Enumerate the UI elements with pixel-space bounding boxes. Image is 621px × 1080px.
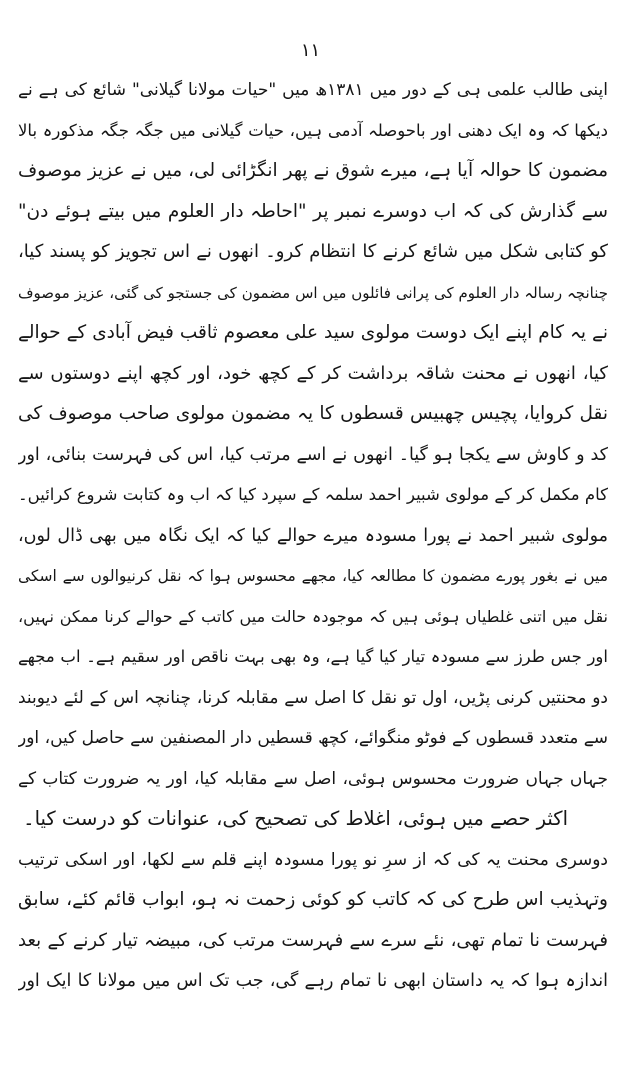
text-line: نقل میں اتنی غلطیاں ہوئی ہیں کہ موجودہ حالت میں کاتب کے حوالے کرنا ممکن نہیں،	[18, 606, 608, 626]
text-line: اور جس طرز سے مسودہ تیار کیا گیا ہے، وہ بھی بہت ناقص اور سقیم ہے۔ اب مجھے	[18, 647, 608, 666]
text-line: جہاں جہاں ضرورت محسوس ہوئی، اصل سے مقابلہ کیا، اور یہ ضرورت کتاب کے	[18, 768, 608, 789]
text-line: میں نے بغور پورے مضمون کا مطالعہ کیا، مجھے محسوس ہوا کہ نقل کرنیوالوں سے اسکی	[18, 567, 608, 585]
text-line: فہرست نا تمام تھی، نئے سرے سے فہرست مرتب کی، مبیضہ تیار کرنے کے بعد	[18, 929, 608, 951]
text-line: نے یہ کام اپنے ایک دوست مولوی سید علی معصوم ثاقب فیض آبادی کے حوالے	[18, 322, 608, 343]
text-line: کد و کاوش سے یکجا ہو گیا۔ انھوں نے اسے مرتب کیا، اس کی فہرست بنائی، اور	[18, 444, 608, 465]
text-line: اکثر حصے میں ہوئی، اغلاط کی تصحیح کی، عنوانات کو درست کیا۔	[23, 807, 568, 830]
text-line: سے متعدد قسطوں کے فوٹو منگوائے، کچھ قسطیں دار المصنفین سے حاصل کیں، اور	[18, 728, 608, 748]
text-line: دوسری محنت یہ کی کہ از سرِ نو پورا مسودہ اپنے قلم سے لکھا، اور اسکی ترتیب	[18, 849, 608, 870]
text-line: مضمون کا حوالہ آیا ہے، میرے شوق نے پھر انگڑائی لی، میں نے عزیز موصوف	[18, 160, 608, 181]
text-line: سے گذارش کی کہ اب دوسرے نمبر پر "احاطہ دار العلوم میں بیتے ہوئے دن"	[18, 200, 608, 222]
text-line: کو کتابی شکل میں شائع کرنے کا انتظام کرو۔ انھوں نے اس تجویز کو پسند کیا،	[18, 241, 608, 262]
text-line: کام مکمل کر کے مولوی شبیر احمد سلمہ کے سپرد کیا کہ اب وہ کتابت شروع کرائیں۔	[18, 485, 608, 504]
text-line: اندازہ ہوا کہ یہ داستان ابھی نا تمام رہے گی، جب تک اس میں مولانا کا ایک اور	[18, 971, 608, 991]
text-line: وتہذیب اس طرح کی کہ کاتب کو کوئی زحمت نہ ہو، ابواب قائم کئے، سابق	[18, 889, 608, 910]
text-line: مولوی شبیر احمد نے پورا مسودہ میرے حوالے کیا کہ ایک نگاہ میں بھی ڈال لوں،	[18, 525, 608, 546]
text-line: اپنی طالب علمی ہی کے دور میں ۱۳۸۱ھ میں "حیات مولانا گیلانی" شائع کی ہے نے	[18, 80, 608, 100]
text-line: کیا، انھوں نے محنت شاقہ برداشت کر کے کچھ خود، اور کچھ اپنے دوستوں سے	[18, 362, 608, 384]
page-number: ۱۱	[300, 40, 321, 61]
page-text	[18, 70, 608, 1002]
text-line: چنانچہ رسالہ دار العلوم کی پرانی فائلوں میں اس مضمون کی جستجو کی گئی، عزیز موصوف	[18, 283, 608, 302]
text-line: نقل کروایا، پچیس چھبیس قسطوں کا یہ مضمون مولوی صاحب موصوف کی	[18, 403, 608, 424]
text-line: دو محنتیں کرنی پڑیں، اول تو نقل کا اصل سے مقابلہ کرنا، چنانچہ اس کے لئے دیوبند	[18, 687, 608, 708]
text-line: دیکھا کہ وہ ایک دھنی اور باحوصلہ آدمی ہیں، حیات گیلانی میں جگہ جگہ مذکورہ بالا	[18, 120, 608, 140]
